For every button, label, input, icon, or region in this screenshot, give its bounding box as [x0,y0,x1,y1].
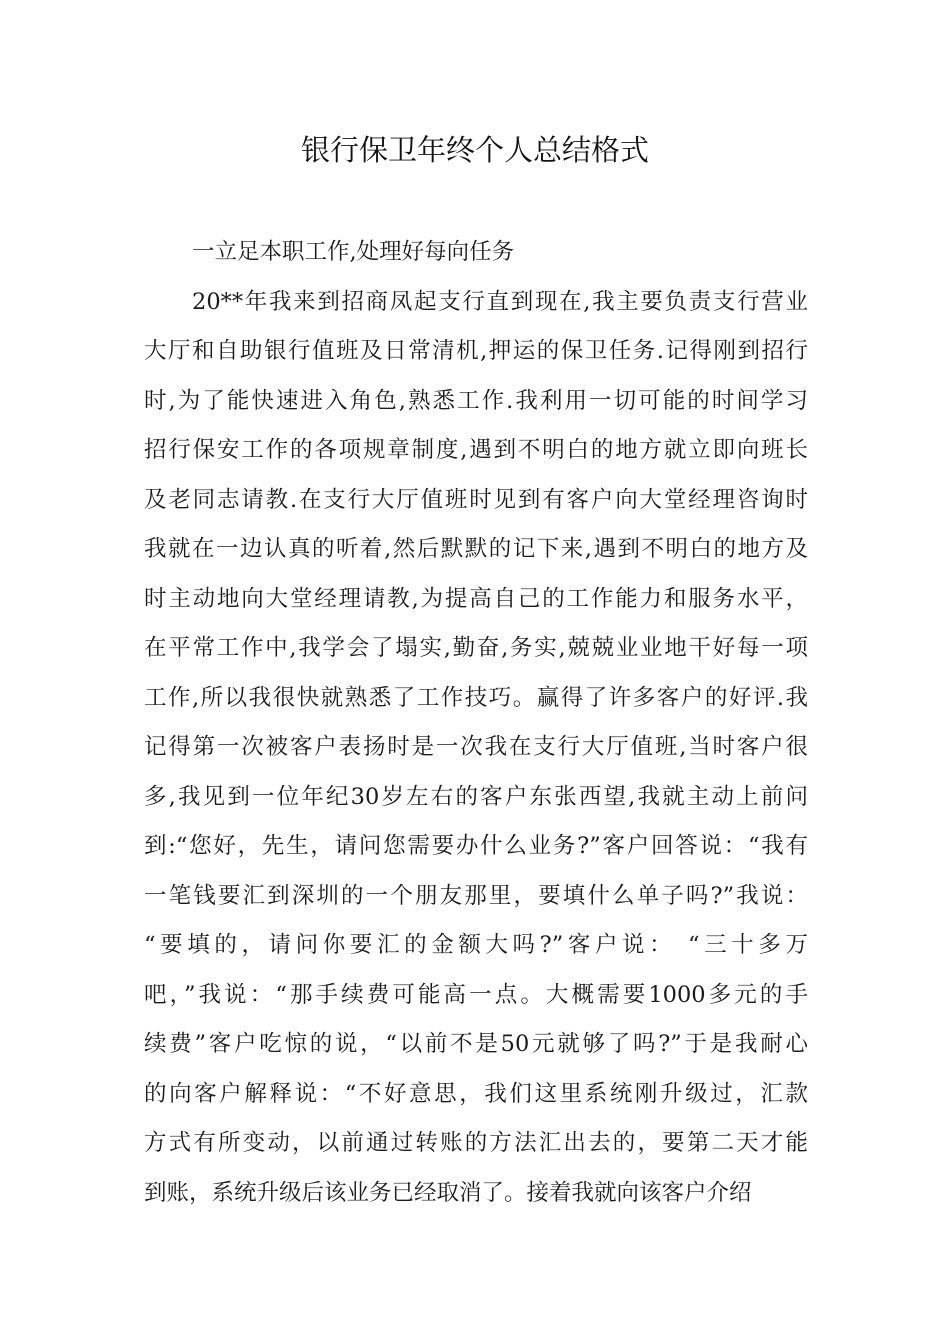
paragraph-line: 续费”客户吃惊的说，“以前不是50元就够了吗?”于是我耐心 [144,1031,808,1057]
paragraph-line: 方式有所变动，以前通过转账的方法汇出去的，要第二天才能 [144,1130,808,1156]
paragraph-line: 时主动地向大堂经理请教,为提高自己的工作能力和服务水平， [144,585,808,612]
paragraph-line: 吧，”我说：“那手续费可能高一点。大概需要1000多元的手 [144,981,808,1008]
paragraph-line: “要填的，请问你要汇的金额大吗?”客户说： “三十多万 [144,932,808,958]
paragraph-line: 记得第一次被客户表扬时是一次我在支行大厅值班,当时客户很 [144,734,808,760]
paragraph-line: 20**年我来到招商凤起支行直到现在,我主要负责支行营业 [192,288,808,315]
paragraph-line: 在平常工作中,我学会了塌实,勤奋,务实,兢兢业业地干好每一项 [144,635,808,661]
page-title: 银行保卫年终个人总结格式 [300,133,649,167]
paragraph-line: 时,为了能快速进入角色,熟悉工作.我利用一切可能的时间学习 [144,387,808,414]
paragraph-line: 及老同志请教.在支行大厅值班时见到有客户向大堂经理咨询时 [144,486,808,513]
section-heading: 一立足本职工作,处理好每向任务 [192,239,515,265]
paragraph-line: 大厅和自助银行值班及日常清机,押运的保卫任务.记得刚到招行 [144,338,808,364]
paragraph-line: 一笔钱要汇到深圳的一个朋友那里，要填什么单子吗?”我说： [144,882,808,909]
paragraph-line: 多,我见到一位年纪30岁左右的客户东张西望,我就主动上前问 [144,783,808,810]
document-body [144,228,808,1218]
paragraph-line: 我就在一边认真的听着,然后默默的记下来,遇到不明白的地方及 [144,536,808,562]
paragraph-line: 招行保安工作的各项规章制度,遇到不明白的地方就立即向班长 [144,437,808,463]
paragraph-line: 到账，系统升级后该业务已经取消了。接着我就向该客户介绍 [144,1179,752,1206]
paragraph-line: 的向客户解释说：“不好意思，我们这里系统刚升级过，汇款 [144,1080,808,1107]
paragraph-line: 到:“您好，先生，请问您需要办什么业务?”客户回答说：“我有 [144,833,808,859]
paragraph-line: 工作,所以我很快就熟悉了工作技巧。赢得了许多客户的好评.我 [144,684,808,711]
